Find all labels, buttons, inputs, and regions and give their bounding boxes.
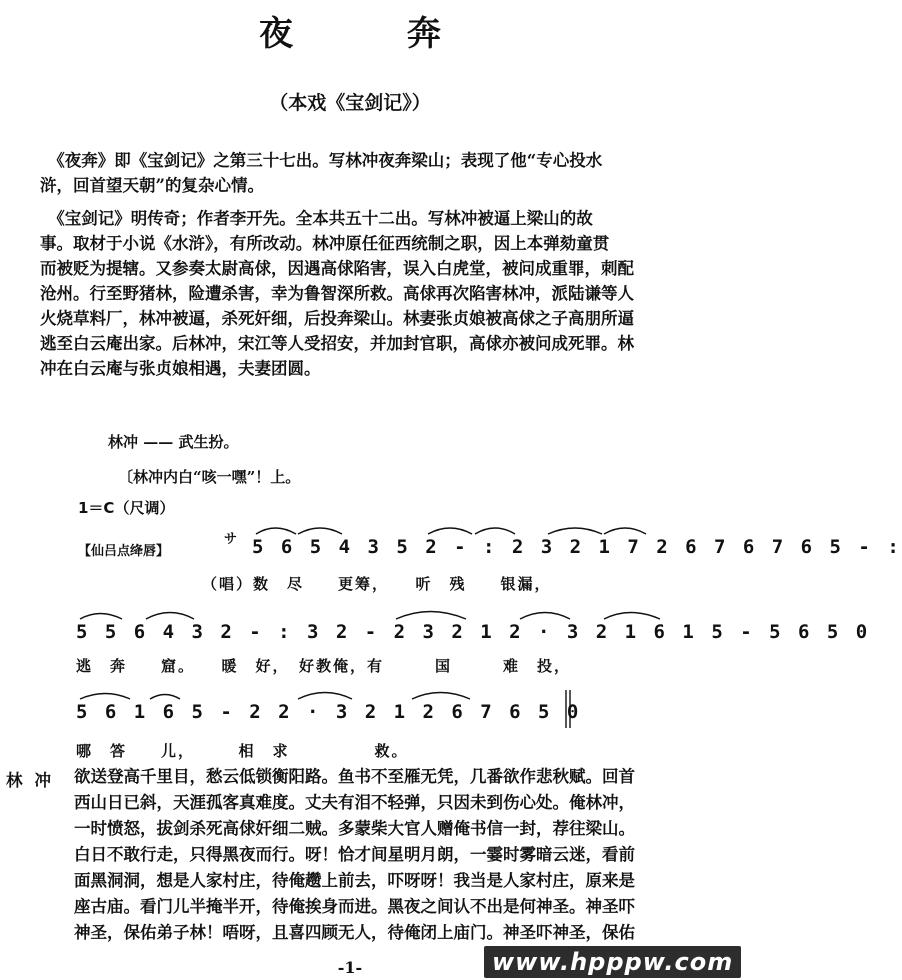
slur-mark	[80, 694, 130, 700]
score-notes-line-3: 5 6 1 6 5 - 2 2 · 3 2 1 2 6 7 6 5 0	[76, 701, 582, 723]
intro-line: 《夜奔》即《宝剑记》之第三十七出。写林冲夜奔梁山；表现了他“专心投水	[40, 151, 603, 170]
speech-line: 神圣，保佑弟子林！唔呀，且喜四顾无人，待俺闭上庙门。神圣吓神圣，保佑	[74, 923, 635, 942]
slur-mark	[396, 612, 466, 620]
score-notes-line-1: 5 6 5 4 3 5 2 - : 2 3 2 1 7 2 6 7 6 7 6 5 - :	[252, 536, 902, 558]
slur-mark	[412, 693, 470, 700]
intro-line: 逃至白云庵出家。后林冲，宋江等人受招安，并加封官职，高俅亦被问成死罪。林	[40, 334, 634, 353]
score-lyrics-line-1: （唱）数 尽 更筹， 听 残 银漏，	[202, 575, 552, 593]
slur-mark	[604, 528, 646, 534]
speech-line: 面黑洞洞，想是人家村庄，待俺趱上前去，吓呀呀！我当是人家村庄，原来是	[74, 871, 635, 890]
speech-text	[74, 764, 694, 946]
speaker-name: 林冲	[6, 771, 63, 790]
intro-paragraph-1	[40, 148, 690, 198]
slur-mark	[298, 693, 352, 700]
slur-mark	[604, 613, 660, 620]
slur-mark	[80, 614, 122, 620]
intro-line: 火烧草料厂，林冲被逼，杀死奸细，后投奔梁山。林妻张贞娘被高俅之子高朋所逼	[40, 309, 634, 328]
intro-line: 浒，回首望天朝”的复杂心情。	[40, 176, 264, 195]
speech-line: 白日不敢行走，只得黑夜而行。呀！恰才间星明月朗，一霎时雾暗云迷，看前	[74, 845, 635, 864]
slur-mark	[256, 528, 296, 534]
slur-mark	[548, 528, 602, 534]
intro-line: 《宝剑记》明传奇；作者李开先。全本共五十二出。写林冲被逼上梁山的故	[40, 209, 593, 228]
slur-mark	[428, 528, 472, 534]
tempo-mark: サ	[224, 532, 238, 547]
site-watermark: www.hpppw.com	[484, 946, 741, 978]
intro-line: 事。取材于小说《水浒》，有所改动。林冲原任征西统制之职，因上本弹劾童贯	[40, 234, 610, 253]
slur-mark	[475, 528, 515, 534]
page-subtitle: （本戏《宝剑记》）	[269, 92, 431, 114]
score-lyrics-line-3: 哪 答 儿， 相 求 救。	[76, 742, 409, 760]
speech-line: 一时愤怒，拔剑杀死高俅奸细二贼。多蒙柴大官人赠俺书信一封，荐往梁山。	[74, 819, 635, 838]
intro-paragraph-2	[40, 206, 690, 381]
score-lyrics-line-2: 逃 奔 窟。 暖 好， 好教俺，有 国 难 投，	[76, 657, 572, 675]
page-title: 夜 奔	[259, 14, 481, 54]
intro-line: 而被贬为提辖。又参奏太尉高俅，因遇高俅陷害，误入白虎堂，被问成重罪，刺配	[40, 259, 634, 278]
slur-mark	[146, 613, 194, 620]
slur-mark	[298, 528, 342, 534]
intro-line: 冲在白云庵与张贞娘相遇，夫妻团圆。	[40, 359, 321, 378]
speech-line: 欲送登高千里目，愁云低锁衡阳路。鱼书不至雁无凭，几番欲作悲秋赋。回首	[74, 767, 635, 786]
page-number: -1-	[337, 958, 363, 977]
cast-line: 林冲 —— 武生扮。	[108, 433, 239, 451]
key-signature: 1＝C（尺调）	[78, 499, 175, 517]
slur-mark	[150, 695, 180, 700]
speech-line: 座古庙。看门儿半掩半开，待俺挨身而进。黑夜之间认不出是何神圣。神圣吓	[74, 897, 635, 916]
intro-line: 沧州。行至野猪林，险遭杀害，幸为鲁智深所救。高俅再次陷害林冲，派陆谦等人	[40, 284, 634, 303]
slur-mark	[520, 613, 570, 620]
speech-line: 西山日已斜，天涯孤客真难度。丈夫有泪不轻弹，只因未到伤心处。俺林冲，	[74, 793, 635, 812]
tune-label: 【仙吕点绛唇】	[78, 544, 170, 559]
score-notes-line-2: 5 5 6 4 3 2 - : 3 2 - 2 3 2 1 2 · 3 2 1 6 1 5 - 5 6 5 0	[76, 621, 871, 643]
stage-direction: 〔林冲内白“咳一嘿”！上。	[118, 468, 301, 486]
